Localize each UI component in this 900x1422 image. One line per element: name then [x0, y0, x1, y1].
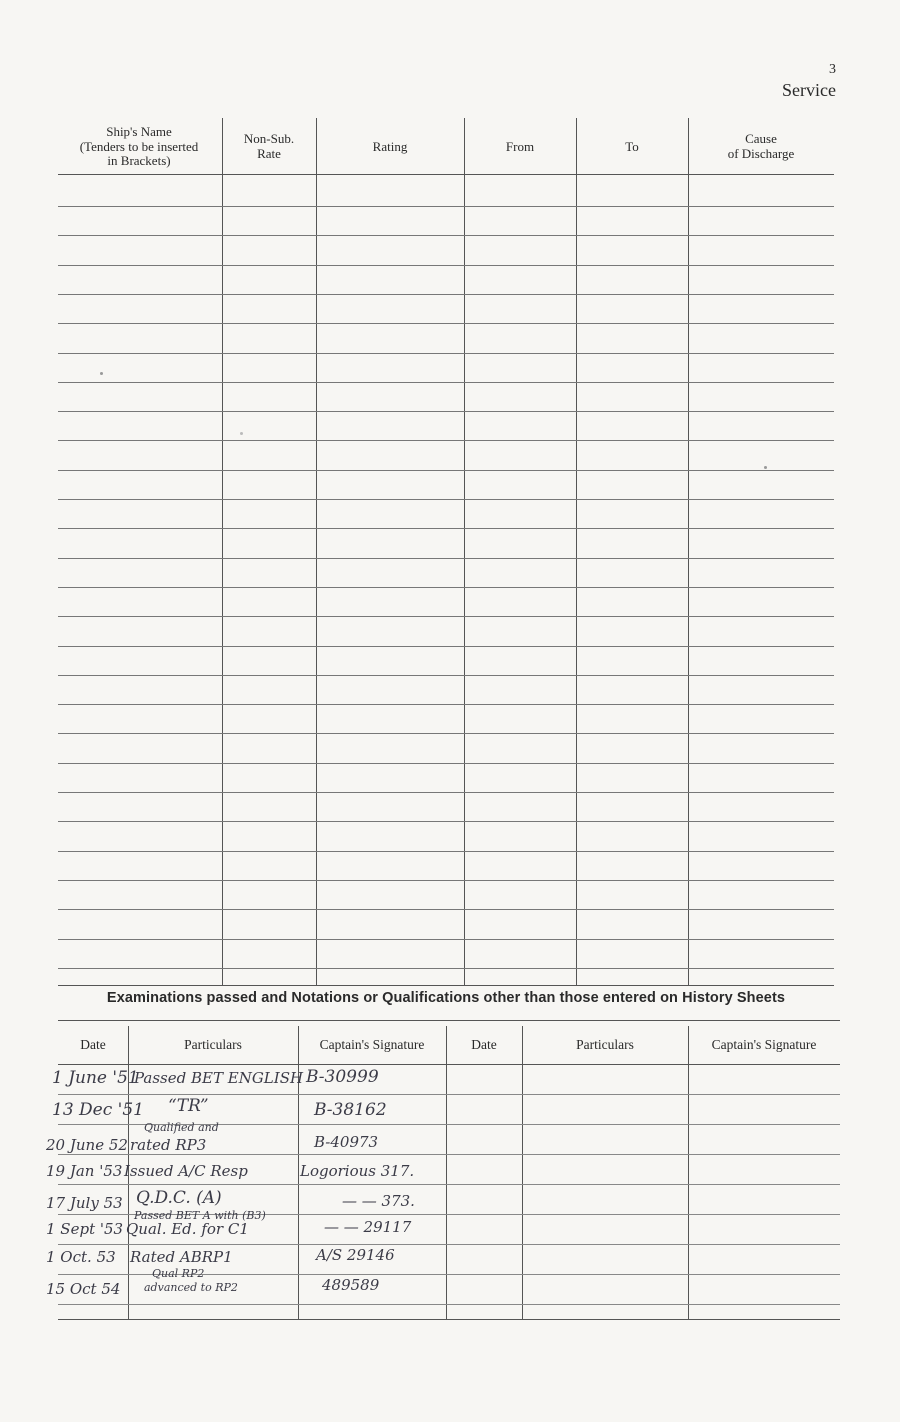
- entry-2-signature: B-38162: [314, 1100, 387, 1120]
- exam-header-date-1: Date: [80, 1037, 106, 1052]
- row-rule: [58, 440, 834, 441]
- exams-table: [46, 1020, 840, 1320]
- exam-header-date-2: Date: [471, 1037, 497, 1052]
- row-rule: [58, 323, 834, 324]
- exam-header-signature-2: Captain's Signature: [711, 1037, 817, 1052]
- entry-6-date: 1 Sept '53: [46, 1220, 124, 1238]
- entry-6-particulars: Qual. Ed. for C1: [126, 1220, 249, 1238]
- exam-top-rule: [58, 1020, 840, 1021]
- exam-column-divider: [522, 1026, 523, 1320]
- entry-7-particulars: Rated ABRP1: [130, 1248, 233, 1266]
- entry-3-particulars: rated RP3: [130, 1136, 207, 1154]
- row-rule: [58, 675, 834, 676]
- column-divider: [222, 118, 223, 986]
- header-cause-of-discharge: Cause of Discharge: [727, 131, 795, 161]
- row-rule: [58, 265, 834, 266]
- exam-header-particulars-2: Particulars: [576, 1037, 634, 1052]
- row-rule: [58, 206, 834, 207]
- scan-speck: [764, 466, 767, 469]
- row-rule: [58, 763, 834, 764]
- page-section-title: Service: [782, 80, 836, 100]
- exam-header-particulars-1: Particulars: [184, 1037, 242, 1052]
- entry-4-particulars: Issued A/C Resp: [124, 1162, 248, 1180]
- row-rule: [58, 704, 834, 705]
- entry-1-date: 1 June '51: [52, 1068, 139, 1088]
- exams-title: Examinations passed and Notations or Qualifications other than those entered on History Sheets: [106, 990, 786, 1006]
- entry-6-particulars-note: Passed BET A with (B3): [134, 1209, 266, 1222]
- exam-row-rule: [58, 1154, 840, 1155]
- entry-7-signature: A/S 29146: [316, 1246, 395, 1264]
- exam-row-rule: [58, 1304, 840, 1305]
- entry-2-date: 13 Dec '51: [52, 1100, 144, 1120]
- row-rule: [58, 733, 834, 734]
- entry-5-date: 17 July 53: [46, 1194, 123, 1212]
- entry-1-signature: B-30999: [306, 1067, 379, 1087]
- header-ships-name: Ship's Name (Tenders to be inserted in Brackets): [79, 123, 199, 169]
- exam-row-rule: [58, 1184, 840, 1185]
- scan-speck: [240, 432, 243, 435]
- row-rule: [58, 939, 834, 940]
- exam-row-rule: [58, 1244, 840, 1245]
- entry-5-signature: — — 373.: [342, 1192, 415, 1210]
- entry-3-particulars-note: Qualified and: [144, 1121, 219, 1134]
- row-rule: [58, 470, 834, 471]
- row-rule: [58, 821, 834, 822]
- row-rule: [58, 294, 834, 295]
- entry-4-date: 19 Jan '53: [46, 1162, 123, 1180]
- entry-8-date: 15 Oct 54: [46, 1280, 121, 1298]
- row-rule: [58, 587, 834, 588]
- header-rule: [58, 174, 834, 175]
- row-rule: [58, 909, 834, 910]
- row-rule: [58, 558, 834, 559]
- row-rule: [58, 382, 834, 383]
- entry-7-date: 1 Oct. 53: [46, 1248, 116, 1266]
- entry-4-signature: Logorious 317.: [300, 1162, 415, 1180]
- page-number: 3: [829, 62, 836, 77]
- exam-row-rule: [58, 1094, 840, 1095]
- entry-2-particulars: “TR”: [168, 1096, 209, 1116]
- row-rule: [58, 499, 834, 500]
- column-divider: [316, 118, 317, 986]
- header-from: From: [505, 138, 535, 154]
- entry-8-particulars-note: Qual RP2: [152, 1267, 205, 1280]
- row-rule: [58, 968, 834, 969]
- scan-speck: [100, 372, 103, 375]
- service-table: [58, 114, 834, 986]
- entry-3-date: 20 June 52: [46, 1136, 128, 1154]
- row-rule: [58, 353, 834, 354]
- table-bottom-rule: [58, 985, 834, 986]
- entry-8-particulars: advanced to RP2: [144, 1281, 238, 1294]
- header-to: To: [625, 138, 639, 154]
- row-rule: [58, 851, 834, 852]
- column-divider: [576, 118, 577, 986]
- row-rule: [58, 235, 834, 236]
- exam-column-divider: [688, 1026, 689, 1320]
- exam-column-divider: [446, 1026, 447, 1320]
- header-non-sub-rate: Non-Sub. Rate: [243, 131, 295, 161]
- row-rule: [58, 411, 834, 412]
- row-rule: [58, 528, 834, 529]
- entry-6-signature: — — 29117: [324, 1218, 412, 1236]
- exam-header-rule: [58, 1064, 840, 1065]
- header-rating: Rating: [372, 138, 408, 154]
- entry-8-signature: 489589: [322, 1276, 380, 1294]
- entry-5-particulars: Q.D.C. (A): [136, 1188, 222, 1208]
- row-rule: [58, 646, 834, 647]
- row-rule: [58, 616, 834, 617]
- exam-header-signature-1: Captain's Signature: [319, 1037, 425, 1052]
- exam-bottom-rule: [58, 1319, 840, 1320]
- column-divider: [688, 118, 689, 986]
- entry-3-signature: B-40973: [314, 1133, 379, 1151]
- row-rule: [58, 880, 834, 881]
- entry-1-particulars: Passed BET ENGLISH: [134, 1069, 304, 1087]
- row-rule: [58, 792, 834, 793]
- column-divider: [464, 118, 465, 986]
